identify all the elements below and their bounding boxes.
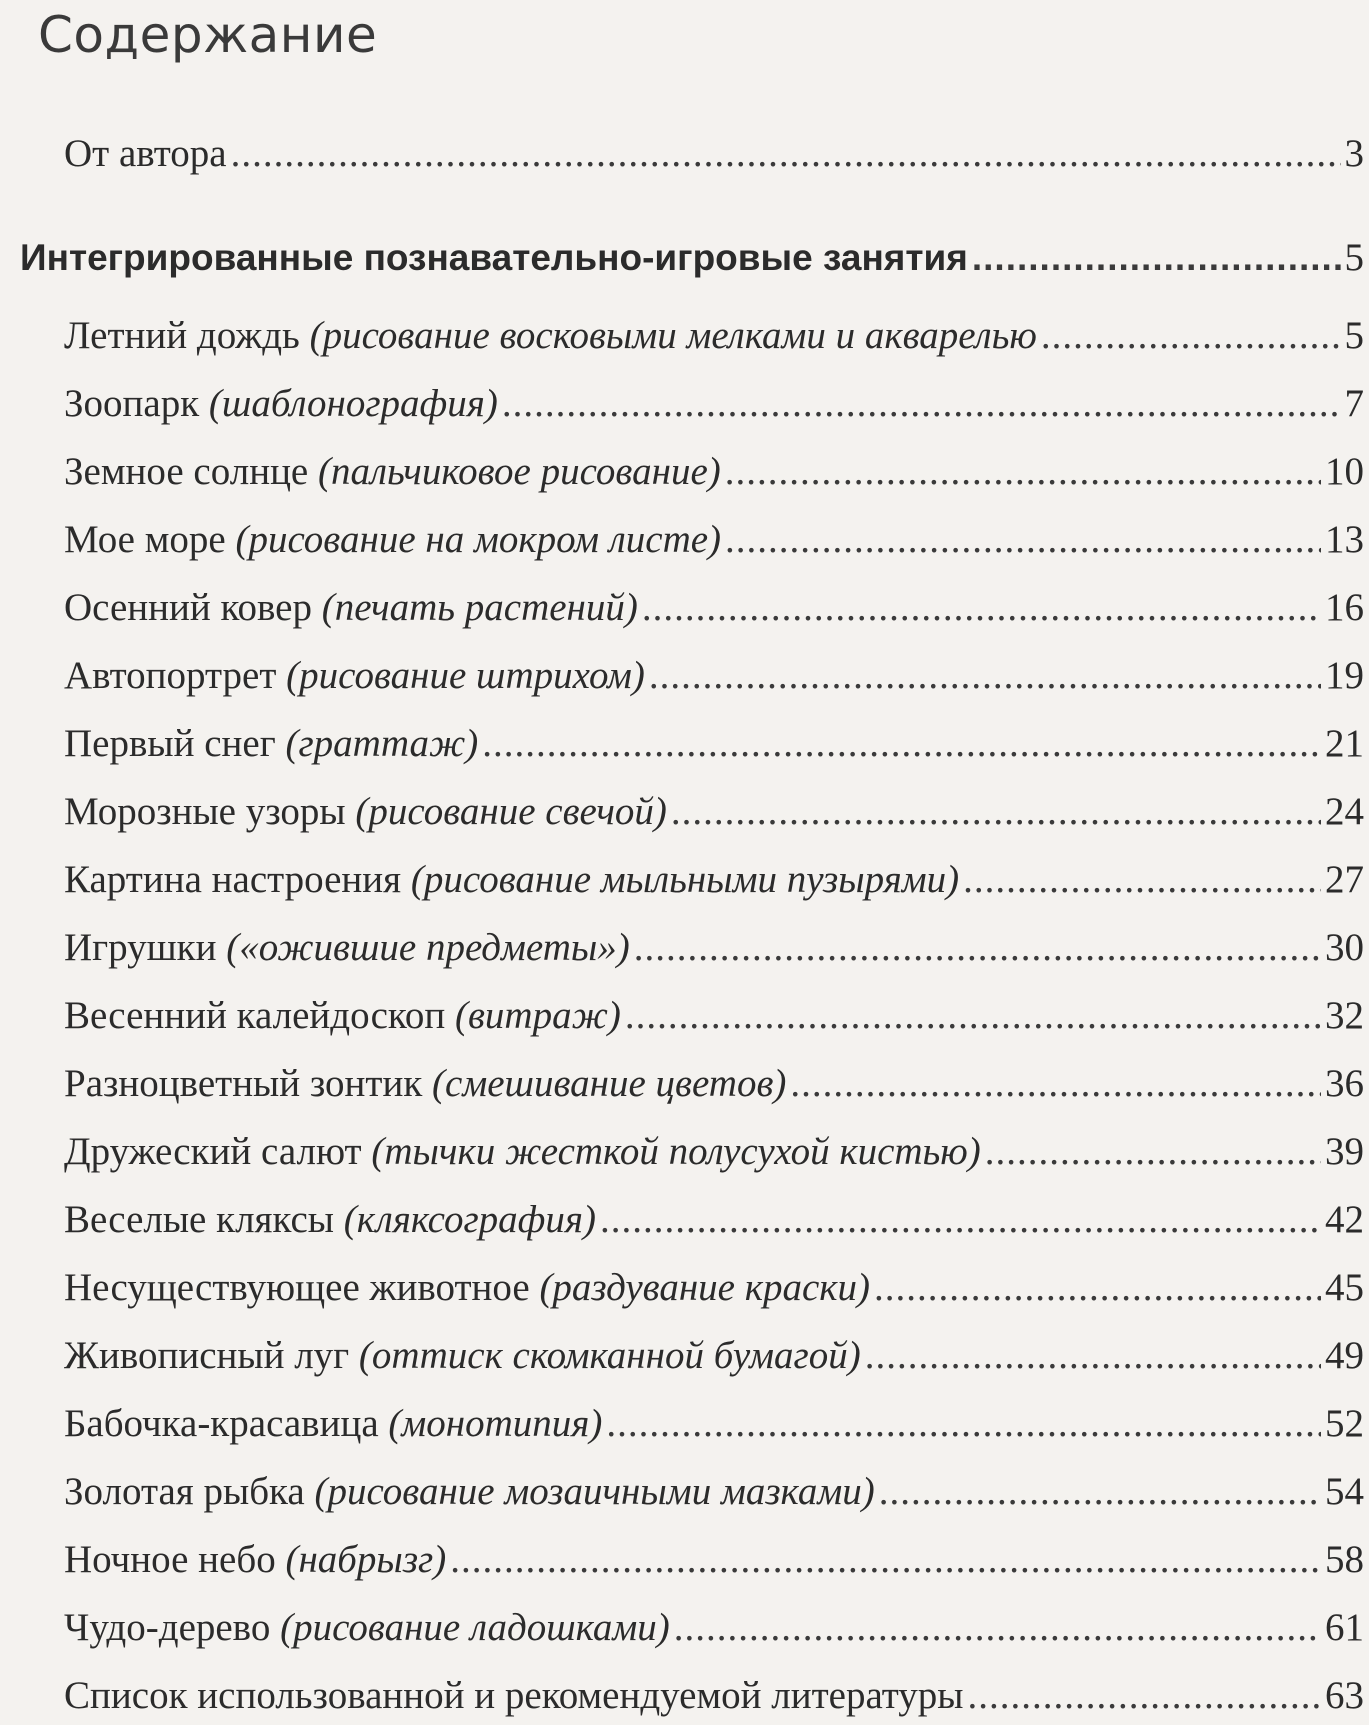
entry-technique: (оттиск скомканной бумагой) xyxy=(358,1334,861,1377)
entry-title: Летний дождь xyxy=(64,314,300,357)
page-number: 16 xyxy=(1325,586,1364,629)
page-number: 42 xyxy=(1325,1198,1364,1241)
toc-row-entry xyxy=(64,448,1364,496)
entry-technique: (смешивание цветов) xyxy=(432,1062,787,1105)
entry-technique: (набрызг) xyxy=(285,1538,447,1581)
toc-row-entry xyxy=(64,1332,1364,1380)
section-heading: Интегрированные познавательно-игровые занятия xyxy=(20,237,968,278)
entry-technique: (рисование штрихом) xyxy=(286,654,645,697)
entry-title: Дружеский салют xyxy=(64,1130,362,1173)
entry-label xyxy=(64,1400,602,1448)
entry-technique: (рисование на мокром листе) xyxy=(235,518,722,561)
toc-row-entry xyxy=(64,1536,1364,1584)
dot-leader xyxy=(874,1264,1321,1312)
entry-label xyxy=(64,1264,870,1312)
page-number: 45 xyxy=(1325,1266,1364,1309)
entry-label xyxy=(64,856,959,904)
entry-title: Морозные узоры xyxy=(64,790,346,833)
entry-label xyxy=(64,448,721,496)
toc-row-entry xyxy=(64,1264,1364,1312)
entry-title: Живописный луг xyxy=(64,1334,350,1377)
entry-label xyxy=(64,992,621,1040)
entry-title: Разноцветный зонтик xyxy=(64,1062,423,1105)
entry-title: Несуществующее животное xyxy=(64,1266,530,1309)
page-number: 39 xyxy=(1325,1130,1364,1173)
page-number: 13 xyxy=(1325,518,1364,561)
entry-title: Ночное небо xyxy=(64,1538,276,1581)
entry-title: Чудо-дерево xyxy=(64,1606,271,1649)
entry-label xyxy=(64,1468,875,1516)
toc-row-entry xyxy=(64,584,1364,632)
page-number: 7 xyxy=(1344,382,1364,425)
entry-label xyxy=(64,584,638,632)
entry-technique: (монотипия) xyxy=(388,1402,603,1445)
entry-technique: (рисование свечой) xyxy=(355,790,667,833)
entry-technique: (рисование ладошками) xyxy=(280,1606,670,1649)
page-number: 21 xyxy=(1325,722,1364,765)
page-number: 3 xyxy=(1344,132,1364,175)
toc-row-entry xyxy=(64,312,1364,360)
entry-title: Мое море xyxy=(64,518,226,561)
entry-label xyxy=(64,1536,446,1584)
dot-leader xyxy=(985,1128,1321,1176)
page-number: 63 xyxy=(1325,1674,1364,1717)
page-number: 27 xyxy=(1325,858,1364,901)
entry-technique: (рисование мыльными пузырями) xyxy=(410,858,960,901)
toc-row-entry xyxy=(64,1604,1364,1652)
dot-leader xyxy=(972,234,1341,282)
toc-row-entry xyxy=(64,652,1364,700)
dot-leader xyxy=(790,1060,1321,1108)
dot-leader xyxy=(450,1536,1321,1584)
dot-leader xyxy=(725,448,1321,496)
dot-leader xyxy=(231,130,1341,178)
page-title: Содержание xyxy=(38,6,378,64)
toc-row-entry xyxy=(64,992,1364,1040)
page-number: 58 xyxy=(1325,1538,1364,1581)
entry-label xyxy=(64,1128,981,1176)
page-number: 49 xyxy=(1325,1334,1364,1377)
dot-leader xyxy=(671,788,1321,836)
entry-label xyxy=(64,788,667,836)
entry-label xyxy=(64,1196,596,1244)
entry-title: Земное солнце xyxy=(64,450,309,493)
dot-leader xyxy=(600,1196,1321,1244)
toc-row-entry xyxy=(64,856,1364,904)
page-number: 19 xyxy=(1325,654,1364,697)
entry-technique: (граттаж) xyxy=(285,722,479,765)
entry-technique: (раздувание краски) xyxy=(539,1266,871,1309)
entry-technique: (пальчиковое рисование) xyxy=(318,450,721,493)
dot-leader xyxy=(642,584,1321,632)
dot-leader xyxy=(649,652,1321,700)
page-number: 30 xyxy=(1325,926,1364,969)
toc-row-entry xyxy=(64,1468,1364,1516)
toc-label: От автора xyxy=(64,132,227,175)
entry-technique: (рисование восковыми мелками и акварелью xyxy=(309,314,1037,357)
dot-leader xyxy=(634,924,1321,972)
entry-technique: (печать растений) xyxy=(321,586,638,629)
entry-title: Осенний ковер xyxy=(64,586,312,629)
entry-technique: (витраж) xyxy=(455,994,621,1037)
page-number: 24 xyxy=(1325,790,1364,833)
toc-row-section xyxy=(20,234,1364,282)
entry-label xyxy=(64,1604,670,1652)
dot-leader xyxy=(879,1468,1321,1516)
dot-leader xyxy=(674,1604,1321,1652)
entry-label xyxy=(64,380,498,428)
page-number: 36 xyxy=(1325,1062,1364,1105)
entry-title: Первый снег xyxy=(64,722,276,765)
toc-row-entry xyxy=(64,788,1364,836)
dot-leader xyxy=(865,1332,1321,1380)
entry-technique: («ожившие предметы») xyxy=(226,926,630,969)
dot-leader xyxy=(482,720,1321,768)
entry-technique: (тычки жесткой полусухой кистью) xyxy=(371,1130,981,1173)
entry-technique: (шаблонография) xyxy=(208,382,498,425)
dot-leader xyxy=(502,380,1341,428)
toc-row-bibliography xyxy=(64,1672,1364,1720)
entry-label xyxy=(64,652,645,700)
page-number: 5 xyxy=(1344,314,1364,357)
entry-technique: (кляксография) xyxy=(343,1198,596,1241)
toc-row-entry xyxy=(64,380,1364,428)
dot-leader xyxy=(1041,312,1341,360)
page-number: 54 xyxy=(1325,1470,1364,1513)
page-number: 5 xyxy=(1344,236,1364,279)
toc-row-entry xyxy=(64,720,1364,768)
page-number: 32 xyxy=(1325,994,1364,1037)
toc-row-entry xyxy=(64,1400,1364,1448)
dot-leader xyxy=(625,992,1321,1040)
toc-label: Список использованной и рекомендуемой литературы xyxy=(64,1674,964,1717)
entry-title: Веселые кляксы xyxy=(64,1198,334,1241)
toc-row-entry xyxy=(64,1060,1364,1108)
entry-label xyxy=(64,1332,861,1380)
entry-label xyxy=(64,516,721,564)
entry-title: Весенний калейдоскоп xyxy=(64,994,446,1037)
page-number: 10 xyxy=(1325,450,1364,493)
entry-title: Автопортрет xyxy=(64,654,277,697)
dot-leader xyxy=(967,1672,1321,1720)
dot-leader xyxy=(963,856,1321,904)
toc-row-entry xyxy=(64,516,1364,564)
entry-title: Золотая рыбка xyxy=(64,1470,305,1513)
entry-label xyxy=(64,924,630,972)
toc-row-entry xyxy=(64,1196,1364,1244)
toc-row-entry xyxy=(64,1128,1364,1176)
page-number: 52 xyxy=(1325,1402,1364,1445)
page-number: 61 xyxy=(1325,1606,1364,1649)
entry-label xyxy=(64,1060,786,1108)
entry-title: Картина настроения xyxy=(64,858,402,901)
dot-leader xyxy=(606,1400,1321,1448)
entry-label xyxy=(64,312,1037,360)
dot-leader xyxy=(725,516,1321,564)
entry-label xyxy=(64,720,478,768)
entry-title: Игрушки xyxy=(64,926,217,969)
entry-technique: (рисование мозаичными мазками) xyxy=(314,1470,875,1513)
entry-title: Зоопарк xyxy=(64,382,200,425)
toc-row-preface xyxy=(64,130,1364,178)
toc-row-entry xyxy=(64,924,1364,972)
entry-title: Бабочка-красавица xyxy=(64,1402,379,1445)
